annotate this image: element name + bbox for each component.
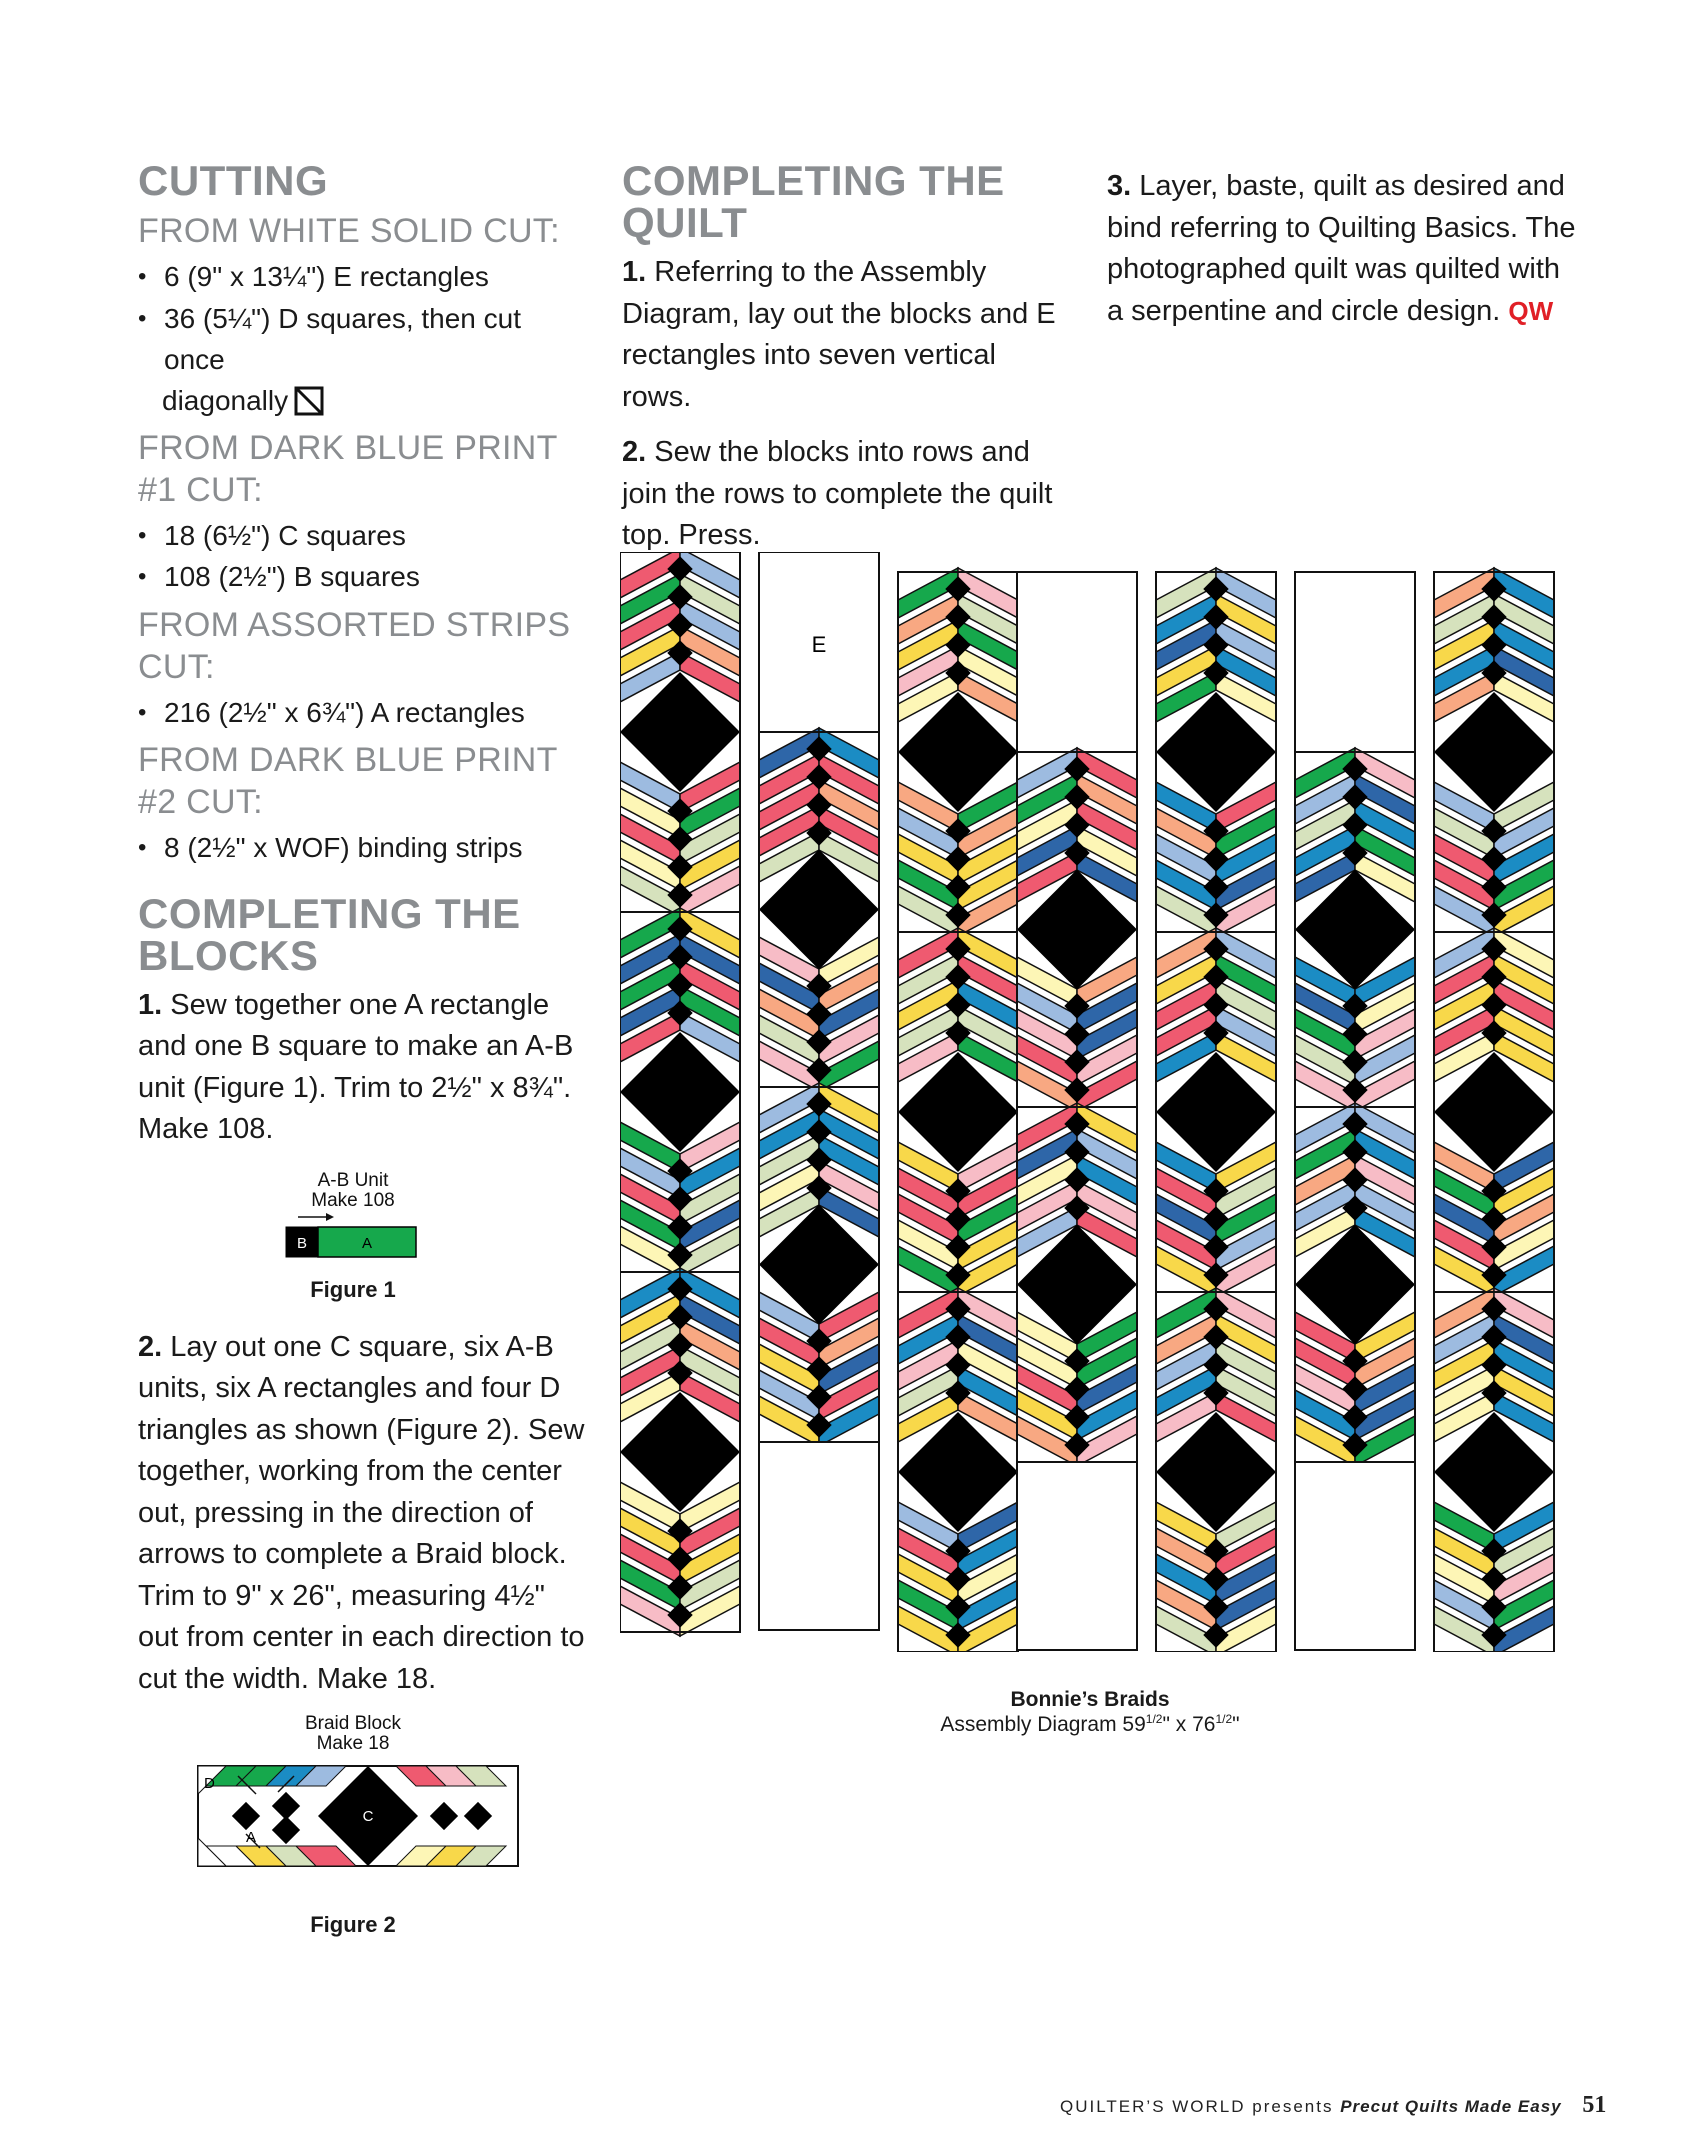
publisher-name: QUILTER’S WORLD	[1060, 2097, 1246, 2116]
quilt-step-3: 3. Layer, baste, quilt as desired and bind referring to Quilting Basics. The photographed quilt was quilted with a serpentine and circle design. QW	[1107, 170, 1576, 327]
completing-blocks-heading: COMPLETING THE BLOCKS	[138, 889, 521, 979]
dark-blue-1-heading: FROM DARK BLUE PRINT #1 CUT:	[138, 428, 558, 509]
left-column	[138, 157, 588, 1954]
list-item-continuation: diagonally	[162, 381, 588, 421]
dark-blue-1-list	[138, 515, 588, 598]
diagram-title: Bonnie’s Braids	[1010, 1688, 1170, 1711]
assembly-diagram	[620, 552, 1580, 1652]
figure-1-label: Figure 1	[310, 1276, 396, 1302]
assorted-strips-heading: FROM ASSORTED STRIPS CUT:	[138, 605, 571, 686]
completing-quilt-heading: COMPLETING THE QUILT	[622, 157, 1005, 246]
list-item: • 108 (2½") B squares	[138, 556, 588, 598]
e-rectangle	[1295, 1462, 1415, 1650]
figure-1-caption: A-B Unit Make 108	[311, 1169, 395, 1211]
a-label: A	[246, 1829, 257, 1846]
list-item: • 6 (9" x 13¼") E rectangles	[138, 256, 588, 298]
figure-2-caption: Braid Block Make 18	[304, 1713, 402, 1754]
b-label: B	[296, 1234, 308, 1252]
middle-column	[622, 157, 1072, 557]
dark-blue-2-list	[138, 827, 588, 869]
figure-2	[138, 1714, 588, 1954]
a-label: A	[361, 1234, 373, 1252]
ab-unit-diagram	[278, 1211, 438, 1261]
e-rectangle	[1295, 572, 1415, 752]
list-item: • 216 (2½" x 6¾") A rectangles	[138, 692, 588, 734]
book-title: Precut Quilts Made Easy	[1340, 2097, 1562, 2116]
white-solid-list	[138, 256, 588, 381]
braid-block-diagram	[196, 1764, 526, 1874]
white-solid-heading: FROM WHITE SOLID CUT:	[138, 212, 560, 250]
diagram-subtitle: Assembly Diagram $59^{1/2}$" x $76^{1/2}$"	[940, 1712, 1240, 1736]
assorted-strips-list	[138, 692, 588, 734]
list-item: • 8 (2½" x WOF) binding strips	[138, 827, 588, 869]
figure-2-label: Figure 2	[310, 1912, 396, 1937]
right-column	[1107, 166, 1577, 332]
c-label: C	[362, 1808, 374, 1825]
quilt-step-1: 1. Referring to the Assembly Diagram, lay out the blocks and E rectangles into seven vertical rows.	[622, 256, 1056, 413]
diagonal-cut-icon	[294, 386, 324, 416]
e-label: E	[811, 632, 827, 657]
qw-end-mark: QW	[1508, 295, 1554, 326]
e-rectangle	[759, 1442, 879, 1630]
diagram-caption	[880, 1688, 1300, 1737]
e-rectangle	[1017, 572, 1137, 752]
figure-1	[138, 1171, 588, 1321]
page-number: 51	[1582, 2092, 1607, 2118]
list-item: • 36 (5¼") D squares, then cut once	[138, 298, 588, 381]
presents-word: presents	[1252, 2097, 1334, 2116]
blocks-step-1: 1. Sew together one A rectangle and one B square to make an A-B unit (Figure 1). Trim to 2½" x 8¾". Make 108.	[138, 988, 574, 1145]
dark-blue-2-heading: FROM DARK BLUE PRINT #2 CUT:	[138, 741, 558, 821]
page-footer	[1060, 2092, 1606, 2119]
cutting-heading: CUTTING	[138, 157, 329, 204]
blocks-step-2: 2. Lay out one C square, six A-B units, six A rectangles and four D triangles as shown (Figure 2). Sew together, working from the center out, pressing in the direction of arrows to complete a Braid block. Trim to 9" x 26", measuring 4½" out from center in each direction to cut the width. Make 18.	[138, 1330, 585, 1695]
quilt-step-2: 2. Sew the blocks into rows and join the rows to complete the quilt top. Press.	[622, 436, 1053, 551]
e-rectangle	[1017, 1462, 1137, 1650]
list-item: • 18 (6½") C squares	[138, 515, 588, 557]
d-label: D	[204, 1775, 215, 1792]
